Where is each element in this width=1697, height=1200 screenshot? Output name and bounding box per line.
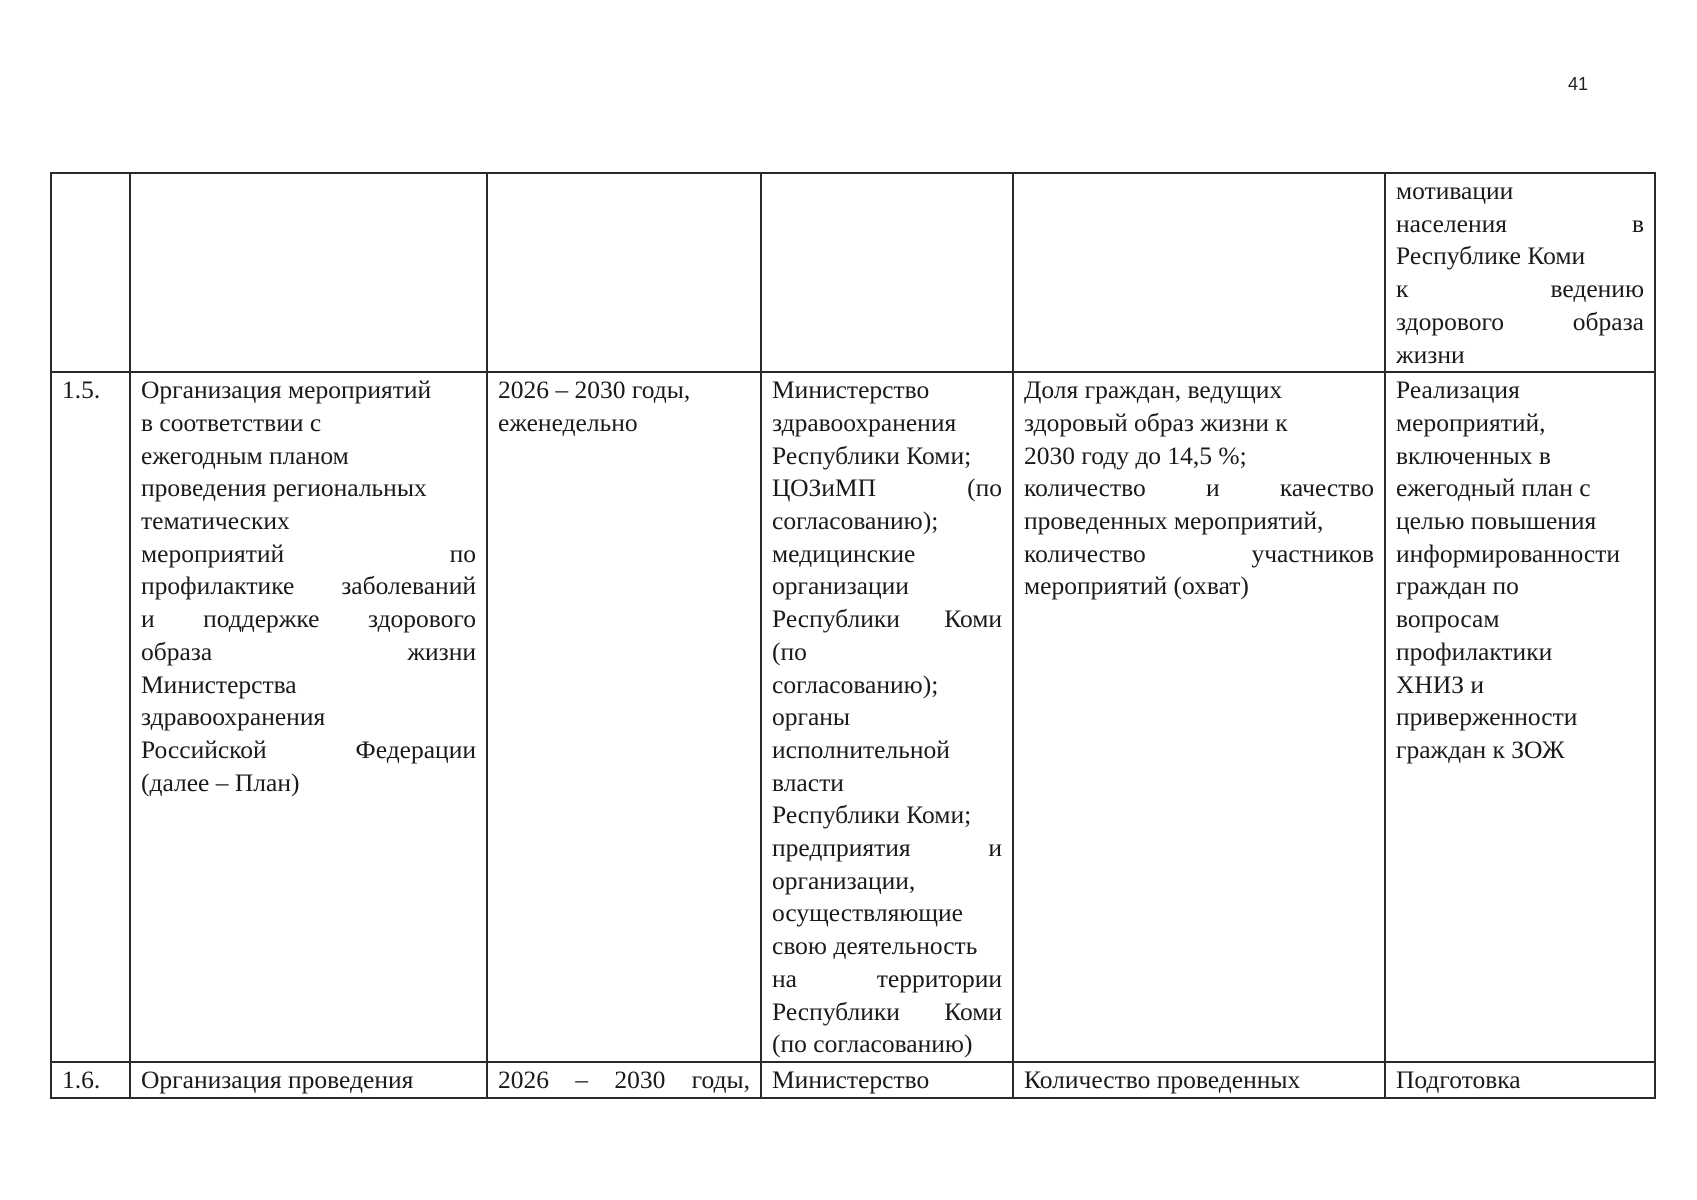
text-line: тематических: [141, 506, 290, 536]
text-line: 2030 году до 14,5 %;: [1024, 440, 1247, 470]
text-line: Республики Коми;: [772, 800, 972, 830]
text-line: организации,: [772, 865, 916, 895]
text-line: проведенных мероприятий,: [1024, 506, 1324, 536]
table-row-1-6: [51, 1062, 1655, 1098]
row-number: 1.6.: [62, 1064, 101, 1094]
text-line: исполнительной: [772, 734, 950, 764]
cell-result: [1385, 173, 1655, 372]
text-line: на территории: [772, 963, 1002, 993]
text-line: профилактики: [1396, 636, 1553, 666]
text-line: количество участников: [1024, 538, 1374, 568]
text-line: мероприятий по: [141, 538, 476, 568]
text-line: свою деятельность: [772, 931, 978, 961]
text-line: Организация мероприятий: [141, 375, 432, 405]
text-line: Доля граждан, ведущих: [1024, 375, 1283, 405]
text-line: Реализация: [1396, 375, 1520, 405]
text-line: Республики Коми: [772, 996, 1002, 1026]
text-line: здравоохранения: [141, 702, 326, 732]
cell-num: [51, 1062, 130, 1098]
text-line: мероприятий,: [1396, 407, 1546, 437]
text-line: мероприятий (охват): [1024, 571, 1249, 601]
row-number: 1.5.: [62, 375, 101, 405]
text-line: жизни: [1396, 339, 1465, 369]
text-line: согласованию);: [772, 506, 939, 536]
text-line: к ведению: [1396, 274, 1644, 304]
text-line: ежегодный план с: [1396, 473, 1591, 503]
cell-indicator: [1013, 173, 1385, 372]
cell-result: [1385, 372, 1655, 1062]
cell-name: [130, 173, 487, 372]
table-row-continued: [51, 173, 1655, 372]
text-line: предприятия и: [772, 833, 1002, 863]
text-line: Количество проведенных: [1024, 1064, 1301, 1094]
text-line: Российской Федерации: [141, 734, 476, 764]
text-line: вопросам: [1396, 604, 1500, 634]
text-line: ХНИЗ и: [1396, 669, 1485, 699]
text-line: населения в: [1396, 208, 1644, 238]
text-line: Подготовка: [1396, 1064, 1521, 1094]
cell-executor: [761, 173, 1013, 372]
text-line: Республики Коми: [772, 604, 1002, 634]
cell-name: [130, 372, 487, 1062]
text-line: ЦОЗиМП (по: [772, 473, 1002, 503]
text-line: и поддержке здорового: [141, 604, 476, 634]
cell-period: [487, 372, 761, 1062]
text-line: Министерство: [772, 1064, 930, 1094]
text-line: организации: [772, 571, 909, 601]
text-line: Министерства: [141, 669, 297, 699]
page-number: 41: [1568, 74, 1589, 94]
cell-result: [1385, 1062, 1655, 1098]
text-line: граждан к ЗОЖ: [1396, 734, 1565, 764]
measures-table: [50, 172, 1656, 1099]
text-line: Организация проведения: [141, 1064, 414, 1094]
cell-num: [51, 372, 130, 1062]
text-line: образа жизни: [141, 636, 476, 666]
text-line: власти: [772, 767, 844, 797]
cell-period: [487, 1062, 761, 1098]
cell-name: [130, 1062, 487, 1098]
text-line: еженедельно: [498, 407, 638, 437]
text-line: медицинские: [772, 538, 916, 568]
text-line: Республике Коми: [1396, 241, 1586, 271]
text-line: 2026 – 2030 годы,: [498, 1064, 750, 1094]
text-line: включенных в: [1396, 440, 1551, 470]
cell-indicator: [1013, 1062, 1385, 1098]
text-line: целью повышения: [1396, 506, 1597, 536]
text-line: количество и качество: [1024, 473, 1374, 503]
cell-num: [51, 173, 130, 372]
text-line: (по: [772, 636, 807, 666]
text-line: органы: [772, 702, 851, 732]
cell-indicator: [1013, 372, 1385, 1062]
cell-period: [487, 173, 761, 372]
text-line: здорового образа: [1396, 306, 1644, 336]
cell-executor: [761, 372, 1013, 1062]
text-line: мотивации: [1396, 176, 1514, 205]
text-line: ежегодным планом: [141, 440, 349, 470]
text-line: (далее – План): [141, 767, 300, 797]
text-line: приверженности: [1396, 702, 1578, 732]
text-line: здравоохранения: [772, 407, 957, 437]
text-line: профилактике заболеваний: [141, 571, 476, 601]
text-line: граждан по: [1396, 571, 1519, 601]
text-line: (по согласованию): [772, 1029, 973, 1059]
table-row-1-5: [51, 372, 1655, 1062]
text-line: информированности: [1396, 538, 1621, 568]
text-line: Министерство: [772, 375, 930, 405]
text-line: согласованию);: [772, 669, 939, 699]
text-line: проведения региональных: [141, 473, 427, 503]
text-line: здоровый образ жизни к: [1024, 407, 1288, 437]
text-line: 2026 – 2030 годы,: [498, 375, 691, 405]
text-line: в соответствии с: [141, 407, 322, 437]
text-line: осуществляющие: [772, 898, 963, 928]
text-line: Республики Коми;: [772, 440, 972, 470]
cell-executor: [761, 1062, 1013, 1098]
